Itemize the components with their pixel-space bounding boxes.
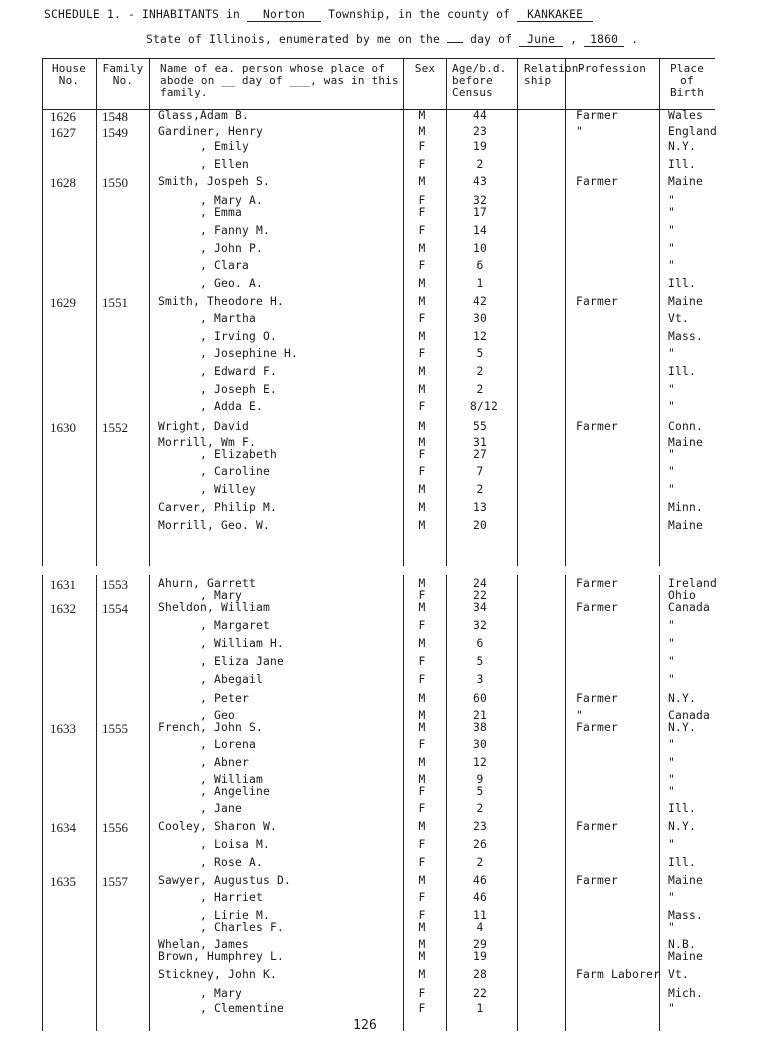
col-rule: [149, 58, 150, 566]
sex-cell: F: [418, 140, 426, 153]
birthplace-cell: Mich.: [668, 987, 704, 1000]
person-name-cell: , Elizabeth: [200, 448, 278, 461]
age-cell: 6: [476, 637, 484, 650]
age-cell: 31: [472, 436, 487, 449]
age-cell: 26: [472, 838, 487, 851]
sex-cell: F: [418, 158, 426, 171]
age-cell: 23: [472, 125, 487, 138]
sex-cell: M: [418, 519, 426, 532]
day-field: [447, 42, 463, 43]
family-number-cell: 1553: [102, 577, 128, 592]
person-name-cell: , William H.: [200, 637, 285, 650]
sex-cell: M: [418, 383, 426, 396]
person-name-cell: , Abner: [200, 756, 250, 769]
house-number-cell: 1626: [50, 109, 76, 124]
age-cell: 7: [476, 465, 484, 478]
house-number-cell: 1631: [50, 577, 76, 592]
person-name-cell: Sheldon, William: [158, 601, 271, 614]
age-cell: 34: [472, 601, 487, 614]
birthplace-cell: Ill.: [668, 802, 697, 815]
birthplace-cell: Minn.: [668, 501, 704, 514]
profession-cell: Farmer: [576, 692, 619, 705]
person-name-cell: , Emily: [200, 140, 250, 153]
person-name-cell: Smith, Theodore H.: [158, 295, 285, 308]
profession-cell: Farmer: [576, 295, 619, 308]
sex-cell: M: [418, 125, 426, 138]
sex-cell: F: [418, 400, 426, 413]
col-rule: [565, 58, 566, 566]
col-header-family: Family No.: [102, 62, 144, 87]
profession-cell: Farm Laborer: [576, 968, 661, 981]
col-rule: [517, 575, 518, 1031]
col-rule: [42, 575, 43, 1031]
birthplace-cell: N.Y.: [668, 721, 697, 734]
person-name-cell: , Mary: [200, 987, 243, 1000]
person-name-cell: , Jane: [200, 802, 243, 815]
family-number-cell: 1550: [102, 175, 128, 190]
profession-cell: Farmer: [576, 874, 619, 887]
sex-cell: F: [418, 312, 426, 325]
age-cell: 2: [476, 856, 484, 869]
birthplace-cell: Maine: [668, 436, 704, 449]
sex-cell: M: [418, 365, 426, 378]
age-cell: 8/12: [470, 400, 499, 413]
person-name-cell: , Emma: [200, 206, 243, 219]
sex-cell: M: [418, 709, 426, 722]
age-cell: 2: [476, 483, 484, 496]
sex-cell: M: [418, 773, 426, 786]
family-number-cell: 1551: [102, 295, 128, 310]
sex-cell: F: [418, 909, 426, 922]
person-name-cell: , Fanny M.: [200, 224, 271, 237]
col-header-age: Age/b.d. before Census: [452, 62, 507, 99]
birthplace-cell: ": [668, 383, 676, 396]
birthplace-cell: Canada: [668, 601, 711, 614]
page-number: 126: [353, 1018, 378, 1033]
person-name-cell: , Adda E.: [200, 400, 264, 413]
header-line-2: State of Illinois, enumerated by me on the day of June , 1860 .: [146, 33, 639, 46]
profession-cell: Farmer: [576, 109, 619, 122]
person-name-cell: , Irving O.: [200, 330, 278, 343]
age-cell: 12: [472, 756, 487, 769]
birthplace-cell: ": [668, 773, 676, 786]
sex-cell: F: [418, 987, 426, 1000]
sex-cell: F: [418, 802, 426, 815]
age-cell: 30: [472, 738, 487, 751]
col-header-profession: Profession: [577, 62, 647, 75]
birthplace-cell: ": [668, 1002, 676, 1015]
sex-cell: M: [418, 950, 426, 963]
col-rule: [446, 575, 447, 1031]
age-cell: 2: [476, 158, 484, 171]
age-cell: 24: [472, 577, 487, 590]
age-cell: 23: [472, 820, 487, 833]
age-cell: 14: [472, 224, 487, 237]
birthplace-cell: ": [668, 242, 676, 255]
person-name-cell: Morrill, Wm F.: [158, 436, 257, 449]
birthplace-cell: ": [668, 448, 676, 461]
sex-cell: M: [418, 692, 426, 705]
sex-cell: F: [418, 347, 426, 360]
sex-cell: M: [418, 483, 426, 496]
sex-cell: F: [418, 838, 426, 851]
person-name-cell: , Harriet: [200, 891, 264, 904]
birthplace-cell: Ireland: [668, 577, 718, 590]
age-cell: 32: [472, 194, 487, 207]
birthplace-cell: ": [668, 400, 676, 413]
age-cell: 5: [476, 785, 484, 798]
birthplace-cell: Ohio: [668, 589, 697, 602]
profession-cell: Farmer: [576, 175, 619, 188]
birthplace-cell: Wales: [668, 109, 704, 122]
age-cell: 9: [476, 773, 484, 786]
township-value: Norton: [263, 8, 306, 21]
person-name-cell: Smith, Jospeh S.: [158, 175, 271, 188]
person-name-cell: , Charles F.: [200, 921, 285, 934]
sex-cell: M: [418, 420, 426, 433]
age-cell: 6: [476, 259, 484, 272]
sex-cell: M: [418, 756, 426, 769]
sex-cell: F: [418, 206, 426, 219]
col-header-sex: Sex: [414, 62, 436, 75]
sex-cell: F: [418, 194, 426, 207]
sex-cell: F: [418, 655, 426, 668]
header-schedule-label: SCHEDULE 1. - INHABITANTS in: [44, 8, 241, 21]
col-header-name: Name of ea. person whose place of abode on __ day of ___, was in this family.: [160, 62, 399, 99]
col-header-house: House No.: [51, 62, 87, 87]
birthplace-cell: ": [668, 756, 676, 769]
sex-cell: F: [418, 1002, 426, 1015]
person-name-cell: , Eliza Jane: [200, 655, 285, 668]
sex-cell: F: [418, 738, 426, 751]
person-name-cell: , Loisa M.: [200, 838, 271, 851]
family-number-cell: 1552: [102, 420, 128, 435]
birthplace-cell: ": [668, 738, 676, 751]
sex-cell: F: [418, 448, 426, 461]
birthplace-cell: Maine: [668, 175, 704, 188]
age-cell: 2: [476, 365, 484, 378]
age-cell: 30: [472, 312, 487, 325]
county-value: KANKAKEE: [527, 8, 584, 21]
birthplace-cell: ": [668, 655, 676, 668]
birthplace-cell: ": [668, 259, 676, 272]
age-cell: 10: [472, 242, 487, 255]
person-name-cell: , Geo. A.: [200, 277, 264, 290]
profession-cell: Farmer: [576, 721, 619, 734]
age-cell: 4: [476, 921, 484, 934]
col-rule: [517, 58, 518, 566]
person-name-cell: , John P.: [200, 242, 264, 255]
person-name-cell: Glass,Adam B.: [158, 109, 250, 122]
birthplace-cell: ": [668, 891, 676, 904]
sex-cell: F: [418, 619, 426, 632]
person-name-cell: , Mary: [200, 589, 243, 602]
birthplace-cell: N.Y.: [668, 140, 697, 153]
col-rule: [149, 575, 150, 1031]
sex-cell: M: [418, 330, 426, 343]
age-cell: 3: [476, 673, 484, 686]
birthplace-cell: Ill.: [668, 365, 697, 378]
person-name-cell: Cooley, Sharon W.: [158, 820, 278, 833]
person-name-cell: , Margaret: [200, 619, 271, 632]
birthplace-cell: N.Y.: [668, 692, 697, 705]
year-field: [584, 33, 624, 47]
birthplace-cell: ": [668, 921, 676, 934]
sex-cell: M: [418, 109, 426, 122]
col-header-relation: Relation-ship: [524, 62, 586, 87]
header-county-label: Township, in the county of: [328, 8, 511, 21]
birthplace-cell: Mass.: [668, 330, 704, 343]
col-rule: [403, 58, 404, 566]
col-rule: [565, 575, 566, 1031]
header-state-label: State of Illinois, enumerated by me on the: [146, 33, 441, 46]
house-number-cell: 1629: [50, 295, 76, 310]
house-number-cell: 1634: [50, 820, 76, 835]
age-cell: 1: [476, 1002, 484, 1015]
age-cell: 29: [472, 938, 487, 951]
birthplace-cell: Maine: [668, 874, 704, 887]
sex-cell: M: [418, 874, 426, 887]
age-cell: 32: [472, 619, 487, 632]
person-name-cell: , Edward F.: [200, 365, 278, 378]
sex-cell: M: [418, 436, 426, 449]
birthplace-cell: ": [668, 637, 676, 650]
birthplace-cell: Maine: [668, 295, 704, 308]
birthplace-cell: ": [668, 838, 676, 851]
col-rule: [403, 575, 404, 1031]
profession-cell: ": [576, 125, 584, 138]
birthplace-cell: Maine: [668, 519, 704, 532]
header-line-1: [44, 8, 593, 22]
birthplace-cell: England: [668, 125, 718, 138]
person-name-cell: , Geo: [200, 709, 236, 722]
family-number-cell: 1549: [102, 125, 128, 140]
house-number-cell: 1628: [50, 175, 76, 190]
person-name-cell: , Rose A.: [200, 856, 264, 869]
birthplace-cell: ": [668, 465, 676, 478]
birthplace-cell: ": [668, 194, 676, 207]
person-name-cell: , Caroline: [200, 465, 271, 478]
sex-cell: F: [418, 589, 426, 602]
sex-cell: M: [418, 577, 426, 590]
sex-cell: F: [418, 259, 426, 272]
profession-cell: Farmer: [576, 601, 619, 614]
sex-cell: M: [418, 938, 426, 951]
age-cell: 28: [472, 968, 487, 981]
birthplace-cell: ": [668, 785, 676, 798]
person-name-cell: Whelan, James: [158, 938, 250, 951]
sex-cell: M: [418, 968, 426, 981]
person-name-cell: , Lirie M.: [200, 909, 271, 922]
birthplace-cell: ": [668, 483, 676, 496]
table-top-rule: [42, 58, 715, 59]
month-field: [519, 33, 563, 47]
person-name-cell: , Joseph E.: [200, 383, 278, 396]
header-dayof-label: day of: [470, 33, 513, 46]
age-cell: 46: [472, 874, 487, 887]
person-name-cell: Sawyer, Augustus D.: [158, 874, 292, 887]
age-cell: 2: [476, 802, 484, 815]
family-number-cell: 1557: [102, 874, 128, 889]
age-cell: 2: [476, 383, 484, 396]
birthplace-cell: N.B.: [668, 938, 697, 951]
birthplace-cell: Mass.: [668, 909, 704, 922]
house-number-cell: 1633: [50, 721, 76, 736]
age-cell: 19: [472, 950, 487, 963]
township-field: [247, 8, 321, 22]
house-number-cell: 1627: [50, 125, 76, 140]
county-field: [517, 8, 593, 22]
header-end-period: .: [631, 33, 639, 46]
age-cell: 44: [472, 109, 487, 122]
family-number-cell: 1556: [102, 820, 128, 835]
age-cell: 11: [472, 909, 487, 922]
person-name-cell: Morrill, Geo. W.: [158, 519, 271, 532]
sex-cell: F: [418, 891, 426, 904]
age-cell: 19: [472, 140, 487, 153]
sex-cell: M: [418, 637, 426, 650]
person-name-cell: , Clara: [200, 259, 250, 272]
age-cell: 5: [476, 347, 484, 360]
family-number-cell: 1555: [102, 721, 128, 736]
sex-cell: M: [418, 921, 426, 934]
col-rule: [659, 575, 660, 1031]
person-name-cell: , Mary A.: [200, 194, 264, 207]
person-name-cell: , William: [200, 773, 264, 786]
age-cell: 17: [472, 206, 487, 219]
age-cell: 13: [472, 501, 487, 514]
col-rule: [42, 58, 43, 566]
age-cell: 20: [472, 519, 487, 532]
birthplace-cell: ": [668, 206, 676, 219]
person-name-cell: , Angeline: [200, 785, 271, 798]
person-name-cell: Gardiner, Henry: [158, 125, 264, 138]
family-number-cell: 1548: [102, 109, 128, 124]
sex-cell: M: [418, 277, 426, 290]
birthplace-cell: Maine: [668, 950, 704, 963]
sex-cell: F: [418, 673, 426, 686]
profession-cell: ": [576, 709, 584, 722]
birthplace-cell: Vt.: [668, 312, 690, 325]
age-cell: 12: [472, 330, 487, 343]
person-name-cell: , Ellen: [200, 158, 250, 171]
age-cell: 22: [472, 589, 487, 602]
birthplace-cell: Ill.: [668, 856, 697, 869]
profession-cell: Farmer: [576, 820, 619, 833]
person-name-cell: Ahurn, Garrett: [158, 577, 257, 590]
person-name-cell: , Willey: [200, 483, 257, 496]
profession-cell: Farmer: [576, 577, 619, 590]
house-number-cell: 1630: [50, 420, 76, 435]
person-name-cell: , Abegail: [200, 673, 264, 686]
birthplace-cell: ": [668, 224, 676, 237]
house-number-cell: 1632: [50, 601, 76, 616]
sex-cell: M: [418, 242, 426, 255]
sex-cell: F: [418, 856, 426, 869]
person-name-cell: , Martha: [200, 312, 257, 325]
age-cell: 22: [472, 987, 487, 1000]
house-number-cell: 1635: [50, 874, 76, 889]
person-name-cell: Carver, Philip M.: [158, 501, 278, 514]
age-cell: 38: [472, 721, 487, 734]
family-number-cell: 1554: [102, 601, 128, 616]
person-name-cell: , Lorena: [200, 738, 257, 751]
age-cell: 43: [472, 175, 487, 188]
person-name-cell: Brown, Humphrey L.: [158, 950, 285, 963]
birthplace-cell: Canada: [668, 709, 711, 722]
birthplace-cell: ": [668, 673, 676, 686]
age-cell: 46: [472, 891, 487, 904]
age-cell: 27: [472, 448, 487, 461]
person-name-cell: Wright, David: [158, 420, 250, 433]
col-rule: [96, 575, 97, 1031]
sex-cell: M: [418, 601, 426, 614]
sex-cell: F: [418, 785, 426, 798]
col-rule: [446, 58, 447, 566]
col-rule: [96, 58, 97, 566]
person-name-cell: , Clementine: [200, 1002, 285, 1015]
age-cell: 1: [476, 277, 484, 290]
age-cell: 60: [472, 692, 487, 705]
birthplace-cell: Conn.: [668, 420, 704, 433]
sex-cell: M: [418, 501, 426, 514]
sex-cell: M: [418, 175, 426, 188]
col-rule: [659, 58, 660, 566]
age-cell: 5: [476, 655, 484, 668]
sex-cell: F: [418, 224, 426, 237]
sex-cell: M: [418, 820, 426, 833]
sex-cell: M: [418, 721, 426, 734]
birthplace-cell: ": [668, 347, 676, 360]
person-name-cell: , Peter: [200, 692, 250, 705]
age-cell: 21: [472, 709, 487, 722]
profession-cell: Farmer: [576, 420, 619, 433]
birthplace-cell: Ill.: [668, 277, 697, 290]
year-value: 1860: [590, 33, 619, 46]
sex-cell: F: [418, 465, 426, 478]
month-value: June: [527, 33, 556, 46]
sex-cell: M: [418, 295, 426, 308]
person-name-cell: , Josephine H.: [200, 347, 299, 360]
person-name-cell: Stickney, John K.: [158, 968, 278, 981]
birthplace-cell: ": [668, 619, 676, 632]
birthplace-cell: N.Y.: [668, 820, 697, 833]
col-header-birth: Place of Birth: [669, 62, 705, 99]
age-cell: 55: [472, 420, 487, 433]
birthplace-cell: Ill.: [668, 158, 697, 171]
person-name-cell: French, John S.: [158, 721, 264, 734]
age-cell: 42: [472, 295, 487, 308]
birthplace-cell: Vt.: [668, 968, 690, 981]
